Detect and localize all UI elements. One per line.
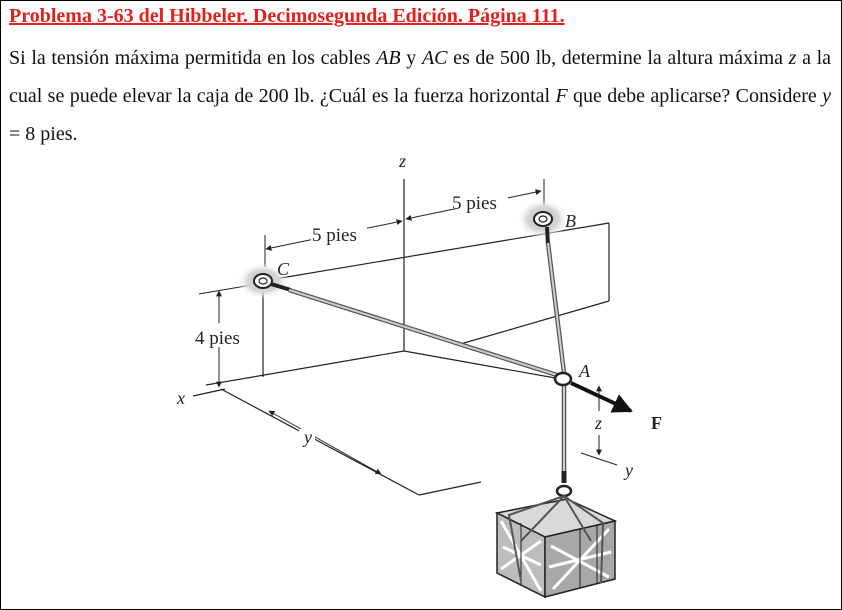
variable-ab: AB [376, 47, 401, 69]
axis-z-label: z [399, 151, 407, 171]
statement-text: es de 500 lb, determine la altura máxima [447, 47, 789, 69]
axis-x-label: x [177, 388, 185, 408]
x-axis [193, 389, 225, 396]
dimension-z-label: z [595, 413, 603, 433]
variable-f: F [555, 85, 568, 107]
statement-text: = 8 pies. [9, 123, 78, 145]
dimension-5-right-label: 5 pies [452, 193, 497, 214]
statement-text: y [400, 47, 422, 69]
problem-figure [1, 1, 841, 609]
statement-text: Si la tensión máxima permitida en los cables [9, 47, 377, 69]
crate [497, 486, 615, 597]
force-f-arrow [571, 383, 631, 411]
dimension-y-floor [269, 411, 381, 474]
statement-text: que debe aplicarse? Considere [567, 85, 823, 107]
problem-title: Problema 3-63 del Hibbeler. Decimosegunda Edición. Página 111. [9, 5, 565, 27]
dimension-y-floor-label: y [304, 427, 312, 447]
axis-y-right-label: y [625, 460, 633, 480]
support-c-label: C [277, 259, 290, 279]
variable-z: z [788, 47, 797, 69]
dimension-4-label: 4 pies [195, 328, 240, 349]
statement-text: a la cual se puede elevar la caja de 200 lb. ¿Cuál es la fuerza horizontal [9, 47, 832, 107]
force-f-label: F [651, 413, 662, 433]
variable-ac: AC [421, 47, 448, 69]
point-a-label: A [579, 361, 590, 381]
support-b-label: B [565, 211, 576, 231]
ring-a [555, 373, 571, 385]
support-b [517, 199, 569, 245]
dimension-5-left-label: 5 pies [312, 225, 357, 246]
variable-y: y [822, 85, 832, 107]
